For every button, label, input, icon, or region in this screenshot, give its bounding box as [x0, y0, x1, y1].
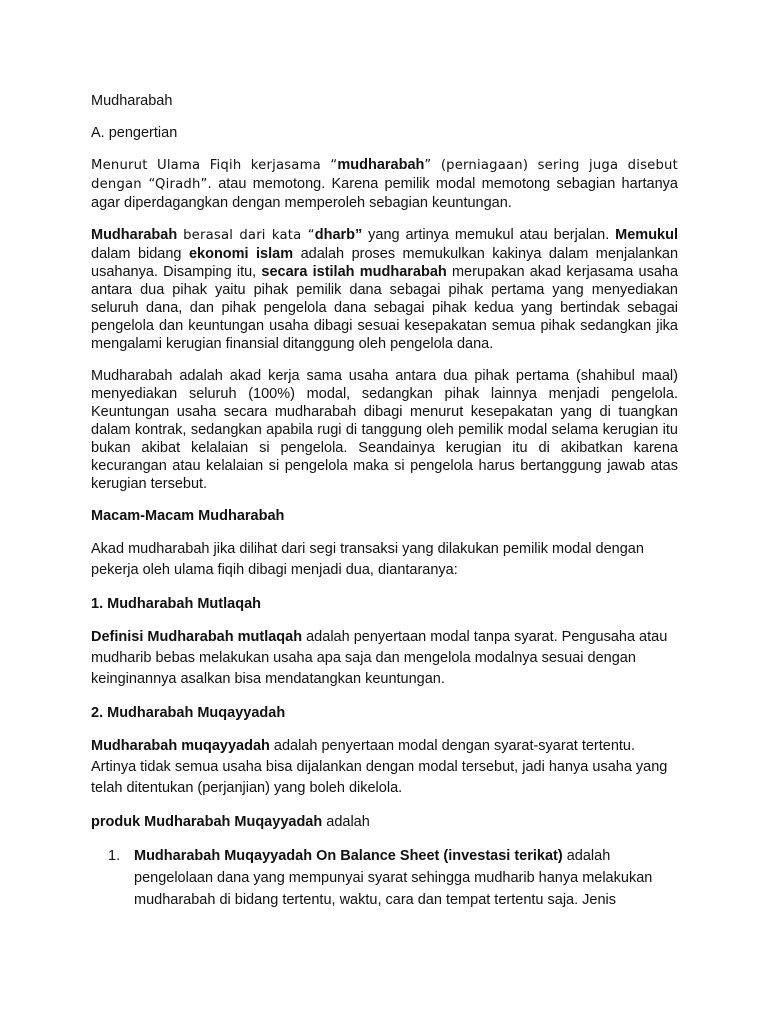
p6-bold-1: Mudharabah muqayyadah — [91, 738, 270, 754]
paragraph-pengertian-3: Mudharabah adalah akad kerja sama usaha antara dua pihak pertama (shahibul maal) menyediakan seluruh (100%) modal, sedangkan pihak lainnya menjadi pengelola. Keuntungan usaha secara mudharabah dibagi menurut kesepakatan yang di tuangkan dalam kontrak, sedangkan apabila rugi di tanggung oleh pemilik modal selama kerugian itu bukan akibat kelalaian si pengelola. Seandainya kerugian itu di akibatkan karena kecurangan atau kelalaian si pengelola maka si pengelola harus bertanggung jawab atas kerugian tersebut. — [91, 368, 678, 492]
p5-text-1: adalah penyertaan modal tanpa syarat. Pengusaha atau mudharib bebas melakukan usaha apa saja dan mengelola modalnya sesuai dengan keinginannya asalkan bisa mendatangkan keuntungan. — [91, 629, 668, 687]
p2-text-2: yang artinya memukul atau berjalan. — [362, 227, 616, 243]
produk-list — [91, 845, 678, 911]
p5-bold-1: Definisi Mudharabah mutlaqah — [91, 629, 303, 645]
paragraph-mutlaqah — [91, 627, 678, 690]
paragraph-pengertian-2 — [91, 226, 678, 353]
paragraph-pengertian-1 — [91, 156, 678, 212]
heading-macam-macam: Macam-Macam Mudharabah — [91, 508, 285, 524]
heading-mutlaqah: 1. Mudharabah Mutlaqah — [91, 596, 261, 612]
p7-text-1: adalah — [322, 814, 370, 830]
p2-text-3: dalam bidang — [91, 246, 189, 262]
paragraph-muqayyadah — [91, 736, 678, 799]
heading-muqayyadah: 2. Mudharabah Muqayyadah — [91, 705, 286, 721]
p2-bold-2: dharb” — [314, 227, 363, 243]
list-item — [91, 845, 678, 911]
p1-text-3: atau memotong. Karena pemilik modal memotong sebagian hartanya agar diperdagangkan dengan memperoleh sebagian keuntungan. — [91, 176, 678, 211]
paragraph-produk — [91, 813, 678, 831]
p2-text-1: berasal dari kata “ — [183, 228, 315, 243]
p1-bold-1: mudharabah — [337, 157, 425, 173]
list-item-text: adalah pengelolaan dana yang mempunyai syarat sehingga mudharib hanya melakukan mudharabah di bidang tertentu, waktu, cara dan tempat tertentu saja. Jenis — [134, 848, 653, 908]
p2-bold-3: Memukul — [615, 227, 678, 243]
paragraph-akad: Akad mudharabah jika dilihat dari segi transaksi yang dilakukan pemilik modal dengan pekerja oleh ulama fiqih dibagi menjadi dua, diantaranya: — [91, 541, 644, 578]
p7-bold-1: produk Mudharabah Muqayyadah — [91, 814, 323, 830]
p6-text-1: adalah penyertaan modal dengan syarat-syarat tertentu. Artinya tidak semua usaha bisa dijalankan dengan modal tersebut, jadi hanya usaha yang telah ditentukan (perjanjian) yang boleh dikelola. — [91, 738, 668, 796]
p1-text-2: ” (perniagaan) sering juga disebut dengan “Qiradh”. — [91, 158, 678, 192]
p2-bold-5: secara istilah mudharabah — [261, 264, 447, 280]
document-body — [91, 92, 678, 911]
list-item-bold: Mudharabah Muqayyadah On Balance Sheet (investasi terikat) — [134, 848, 563, 864]
p2-text-4: adalah proses memukulkan kakinya dalam menjalankan usahanya. Disamping itu, — [91, 246, 679, 280]
list-item-number: 1. — [108, 848, 121, 864]
p2-bold-4: ekonomi islam — [188, 246, 294, 262]
p2-bold-1: Mudharabah — [91, 227, 178, 243]
section-a-heading: A. pengertian — [91, 125, 178, 141]
p2-text-5: merupakan akad kerjasama usaha antara dua pihak yaitu pihak pemilik dana sebagai pihak pertama yang menyediakan seluruh dana, dan pihak pengelola dana sebagai pihak kedua yang bertindak sebagai pengelola dan keuntungan usaha dibagi sesuai kesepakatan semua pihak sedangkan jika mengalami kerugian finansial ditanggung oleh pengelola dana. — [91, 264, 679, 352]
doc-title: Mudharabah — [91, 93, 173, 109]
p1-text-1: Menurut Ulama Fiqih kerjasama “ — [91, 158, 338, 173]
